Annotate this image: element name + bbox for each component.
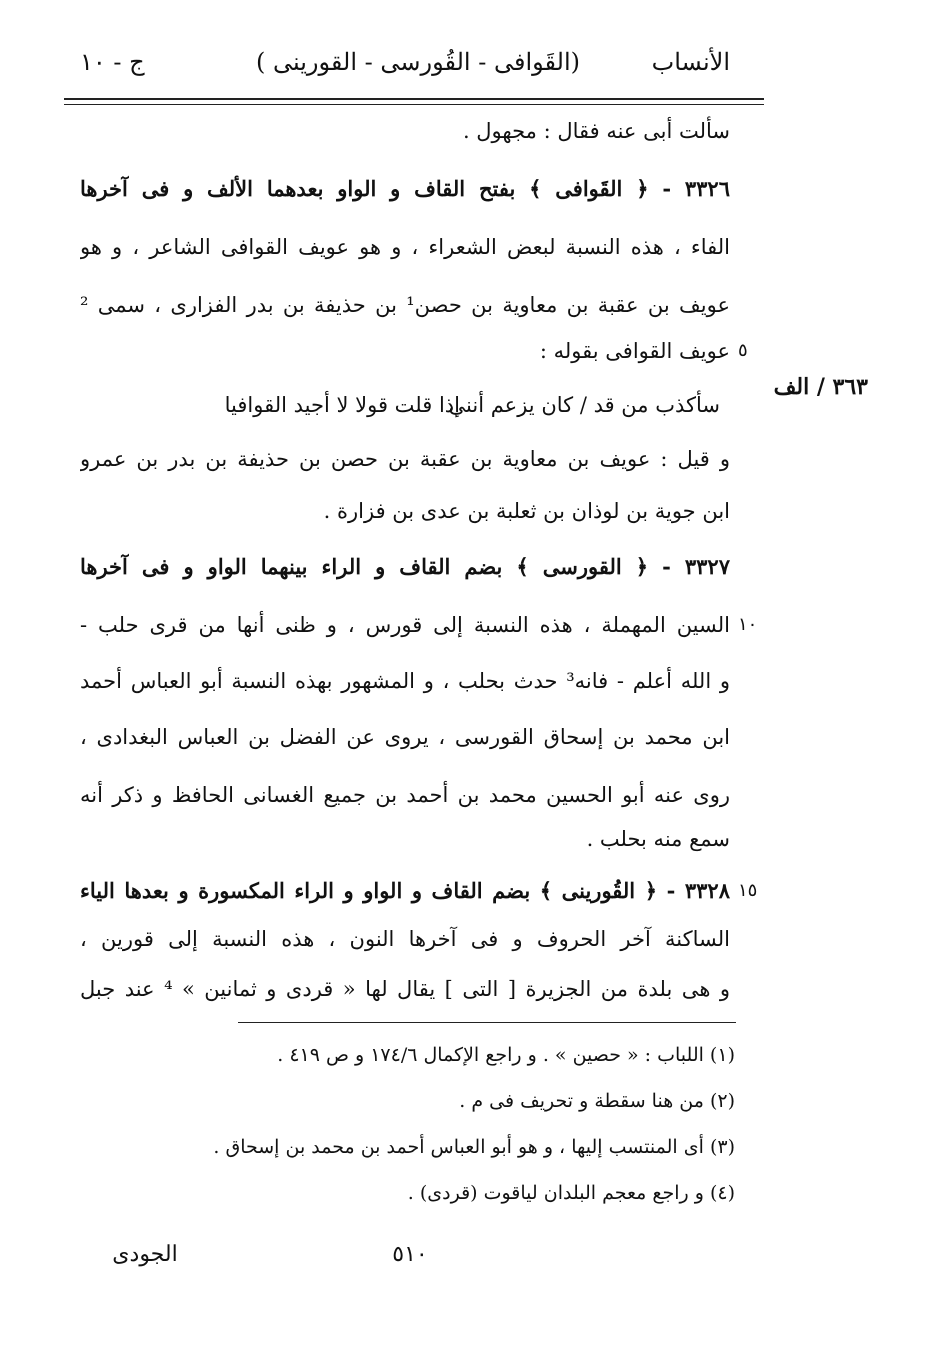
header-section-title: الأنساب <box>651 48 730 76</box>
header-volume: ج - ١٠ <box>80 48 145 76</box>
line-number: ١٠ <box>738 614 758 635</box>
line-number: ٥ <box>738 340 748 361</box>
body-line: و قيل : عويف بن معاوية بن عقبة بن حصن بن حذيفة بن بدر بن عمرو <box>80 447 730 471</box>
footnote-rule <box>238 1022 736 1023</box>
footer-signature: الجودى <box>112 1242 178 1267</box>
body-line: ابن محمد بن إسحاق القورسى ، يروى عن الفضل بن العباس البغدادى ، <box>80 725 730 749</box>
body-line: و الله أعلم - فانه³ حدث بحلب ، و المشهور بهذه النسبة أبو العباس أحمد <box>80 669 730 693</box>
body-line: سمع منه بحلب . <box>586 827 730 851</box>
footnote: (٣) أى المنتسب إليها ، و هو أبو العباس أحمد بن محمد بن إسحاق . <box>213 1136 735 1158</box>
manuscript-folio-note: ٣٦٣ / الف <box>773 374 868 400</box>
verse-hemistich-first: سأكذب من قد / كان يزعم أننى <box>448 393 720 417</box>
entry-heading-3327: ٣٣٢٧ - ﴿ القورسى ﴾ بضم القاف و الراء بينهما الواو و فى آخرها <box>80 554 730 579</box>
body-line: عويف بن عقبة بن معاوية بن حصن¹ بن حذيفة بن بدر الفزارى ، سمى ² <box>80 293 730 317</box>
line-number: ١٥ <box>738 880 758 901</box>
body-line: الفاء ، هذه النسبة لبعض الشعراء ، و هو عويف القوافى الشاعر ، و هو <box>80 235 730 259</box>
body-line: الساكنة آخر الحروف و فى آخرها النون ، هذه النسبة إلى قورين ، <box>80 927 730 951</box>
entry-heading-3326: ٣٣٢٦ - ﴿ القَوافى ﴾ بفتح القاف و الواو بعدهما الألف و فى آخرها <box>80 176 730 201</box>
page-number: ٥١٠ <box>392 1242 428 1267</box>
footnote: (٢) من هنا سقطة و تحريف فى م . <box>459 1090 735 1112</box>
body-line: عويف القوافى بقوله : <box>539 339 730 363</box>
header-rule-thin <box>64 104 764 105</box>
body-line: سألت أبى عنه فقال : مجهول . <box>462 119 730 143</box>
body-line: ابن جوية بن لوذان بن ثعلبة بن عدى بن فزارة . <box>323 499 730 523</box>
entry-heading-3328: ٣٣٢٨ - ﴿ القُورينى ﴾ بضم القاف و الواو و الراء المكسورة و بعدها الياء <box>80 878 730 903</box>
body-line: السين المهملة ، هذه النسبة إلى قورس ، و ظنى أنها من قرى حلب - <box>80 613 730 637</box>
header-rule <box>64 98 764 100</box>
footnote: (١) اللباب : « حصين » . و راجع الإكمال ١٧٤/٦ و ص ٤١٩ . <box>277 1044 735 1066</box>
verse-hemistich-second: إذا قلت قولا لا أجيد القوافيا <box>224 393 460 417</box>
header-entry-range: (القَوافى - القُورسى - القورينى ) <box>255 48 580 76</box>
body-line: و هى بلدة من الجزيرة [ التى ] يقال لها « قردى و ثمانين » ⁴ عند جبل <box>80 977 730 1001</box>
footnote: (٤) و راجع معجم البلدان لياقوت (قردى) . <box>407 1182 735 1204</box>
body-line: روى عنه أبو الحسين محمد بن أحمد بن جميع الغسانى الحافظ و ذكر أنه <box>80 783 730 807</box>
